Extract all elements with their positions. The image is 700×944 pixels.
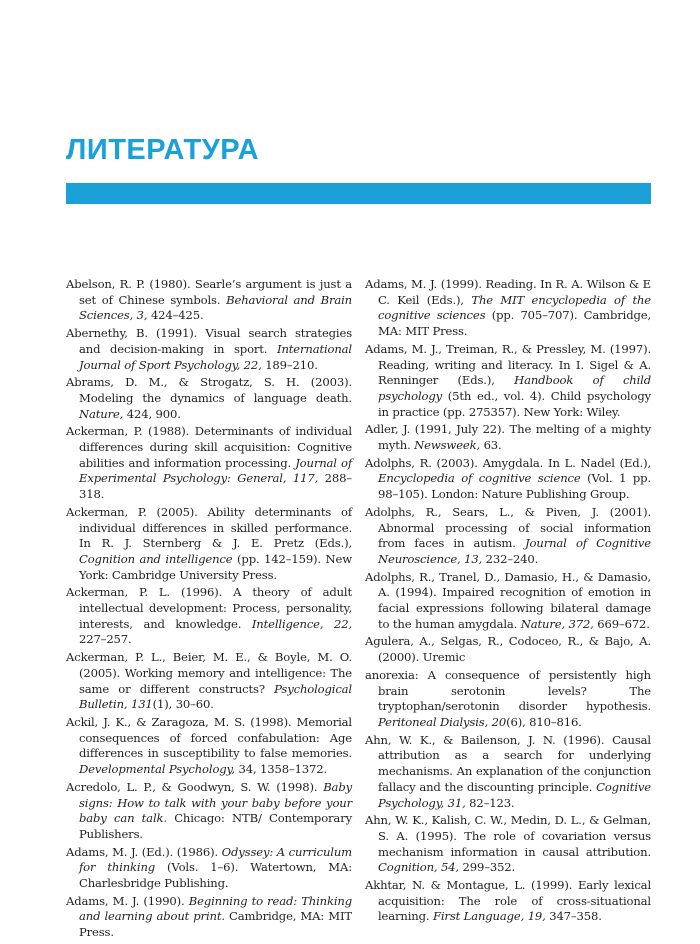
reference-entry (66, 845, 352, 892)
reference-text: Ahn, W. K., Kalish, C. W., Medin, D. L., & Gelman, S. A. (1995). The role of covariation versus mechanism information in causal attribution. (365, 813, 651, 859)
reference-source: Nature, 372, (520, 616, 594, 631)
reference-entry (66, 650, 352, 713)
reference-text: Abrams, D. M., & Strogatz, S. H. (2003). Modeling the dynamics of language death. (66, 375, 352, 405)
reference-source: Nature, (79, 406, 124, 421)
reference-source: Journal of Experimental Psychology: General, 117, (79, 455, 352, 486)
reference-details: (pp. 705–707). Cambridge, MA: MIT Press. (378, 308, 651, 339)
reference-details: Chicago: NTB/ Contemporary Publishers. (79, 811, 352, 841)
reference-source: First Language, 19, (432, 909, 546, 924)
reference-text: Adolphs, R. (2003). Amygdala. In L. Nadel (Ed.), (365, 455, 651, 470)
reference-details: (6), 810–816. (506, 714, 582, 729)
reference-text: Ahn, W. K., & Bailenson, J. N. (1996). Causal attribution as a search for underlying mechanisms. An explanation of the conjunction fallacy and the discounting principle. (365, 732, 651, 794)
reference-details: (Vols. 1–6). Watertown, MA: Charlesbridge Publishing. (79, 860, 353, 891)
reference-source: The MIT encyclopedia of the cognitive sciences (378, 292, 651, 323)
reference-details: 189–210. (261, 357, 318, 372)
reference-entry (66, 505, 352, 584)
reference-text: Adams, M. J. (1990). (66, 893, 189, 908)
reference-text: Adams, M. J. (Ed.). (1986). (66, 844, 222, 859)
reference-source: Handbook of child psychology (378, 373, 651, 403)
reference-entry (365, 505, 651, 568)
reference-entry (66, 780, 352, 843)
reference-text: Adams, M. J., Treiman, R., & Pressley, M. (1997). Reading, writing and literacy. In I. Sigel & A. Renninger (Eds.), (365, 341, 651, 388)
reference-entry (365, 634, 651, 665)
reference-text: anorexia: A consequence of persistently high brain serotonin levels? The tryptophan/serotonin disorder hypothesis. (365, 667, 651, 714)
reference-details: (Vol. 1 pp. 98–105). London: Nature Publishing Group. (378, 471, 651, 502)
reference-details: Cambridge, MA: MIT Press. (79, 909, 352, 940)
reference-text: Akhtar, N. & Montague, L. (1999). Early lexical acquisition: The role of cross-situational learning. (365, 878, 651, 924)
reference-text: Ackerman, P. (2005). Ability determinants of individual differences in skilled performance. In R. J. Sternberg & J. E. Pretz (Eds.), (66, 504, 352, 551)
reference-source: Cognitive Psychology, 31, (378, 779, 651, 810)
reference-details: (pp. 142–159). New York: Cambridge University Press. (79, 551, 352, 582)
reference-details: 34, 1358–1372. (234, 762, 328, 777)
reference-source: Behavioral and Brain Sciences, 3, (79, 292, 352, 323)
reference-entry (66, 277, 352, 324)
reference-entry (365, 813, 651, 876)
reference-text: Adler, J. (1991, July 22). The melting of a mighty myth. (365, 422, 651, 453)
reference-text: Ackerman, P. (1988). Determinants of individual differences during skill acquisition: Cognitive abilities and information processing. (66, 424, 352, 470)
reference-details: (1), 30–60. (152, 697, 214, 712)
reference-source: Cognition, 54, (378, 860, 459, 875)
reference-details: 669–672. (593, 616, 650, 631)
reference-entry (365, 878, 651, 925)
reference-source: Cognition and intelligence (79, 551, 233, 566)
reference-entry (365, 422, 651, 453)
references-left-column (66, 277, 352, 943)
reference-details: (5th ed., vol. 4). Child psychology in practice (pp. 275357). New York: Wiley. (378, 388, 651, 419)
reference-text: Agulera, A., Selgas, R., Codoceo, R., & Bajo, A. (2000). Uremic (365, 634, 651, 665)
references-right-column (365, 277, 651, 927)
reference-source: Peritoneal Dialysis, 20 (378, 714, 507, 729)
reference-source: Encyclopedia of cognitive science (378, 471, 581, 486)
reference-entry (365, 277, 651, 340)
reference-source: Odyssey: A curriculum for thinking (79, 844, 353, 875)
reference-text: Ackerman, P. L., Beier, M. E., & Boyle, M. O. (2005). Working memory and intelligence: The same or different constructs? (66, 650, 352, 696)
reference-source: Intelligence, 22, (251, 616, 352, 631)
reference-entry (365, 456, 651, 503)
reference-text: Adolphs, R., Tranel, D., Damasio, H., & Damasio, A. (1994). Impaired recognition of emotion in facial expressions following bilateral damage to the human amygdala. (365, 569, 651, 631)
page-title: ЛИТЕРАТУРА (66, 134, 260, 166)
reference-details: 299–352. (458, 860, 516, 875)
reference-details: 424–425. (147, 308, 204, 323)
reference-text: Abelson, R. P. (1980). Searle’s argument is just a set of Chinese symbols. (66, 277, 352, 307)
reference-details: 424, 900. (123, 406, 181, 421)
reference-source: Beginning to read: Thinking and learning about print. (79, 893, 352, 924)
reference-entry (66, 326, 352, 373)
reference-entry (66, 375, 352, 422)
reference-entry (365, 733, 651, 812)
reference-text: Ackil, J. K., & Zaragoza, M. S. (1998). Memorial consequences of forced confabulation: Age differences in susceptibility to false memories. (66, 714, 352, 761)
reference-text: Acredolo, L. P., & Goodwyn, S. W. (1998). (66, 779, 324, 794)
reference-details: 232–240. (482, 551, 539, 566)
reference-details: 227–257. (79, 632, 132, 647)
reference-details: 347–358. (545, 909, 602, 924)
reference-source: Journal of Cognitive Neuroscience, 13, (378, 536, 652, 566)
reference-details: 63. (480, 438, 502, 453)
reference-text: Adams, M. J. (1999). Reading. In R. A. Wilson & E C. Keil (Eds.), (365, 277, 651, 307)
reference-entry (66, 424, 352, 503)
title-accent-bar (66, 183, 651, 204)
reference-entry (365, 342, 651, 421)
reference-entry (365, 668, 651, 731)
reference-source: Baby signs: How to talk with your baby before your baby can talk. (79, 779, 352, 826)
reference-details: 288–318. (79, 471, 352, 502)
reference-details: 82–123. (465, 795, 515, 810)
reference-entry (66, 585, 352, 648)
reference-text: Ackerman, P. L. (1996). A theory of adult intellectual development: Process, personality, interests, and knowledge. (66, 585, 352, 631)
reference-text: Adolphs, R., Sears, L., & Piven, J. (2001). Abnormal processing of social information from faces in autism. (365, 504, 651, 551)
reference-entry (66, 715, 352, 778)
reference-source: International Journal of Sport Psychology, 22, (79, 341, 352, 372)
reference-entry (365, 570, 651, 633)
reference-source: Psychological Bulletin, 131 (79, 681, 352, 712)
reference-source: Newsweek, (414, 438, 481, 453)
reference-entry (66, 894, 352, 941)
reference-source: Developmental Psychology, (79, 762, 235, 777)
reference-text: Abernethy, B. (1991). Visual search strategies and decision-making in sport. (66, 326, 352, 356)
